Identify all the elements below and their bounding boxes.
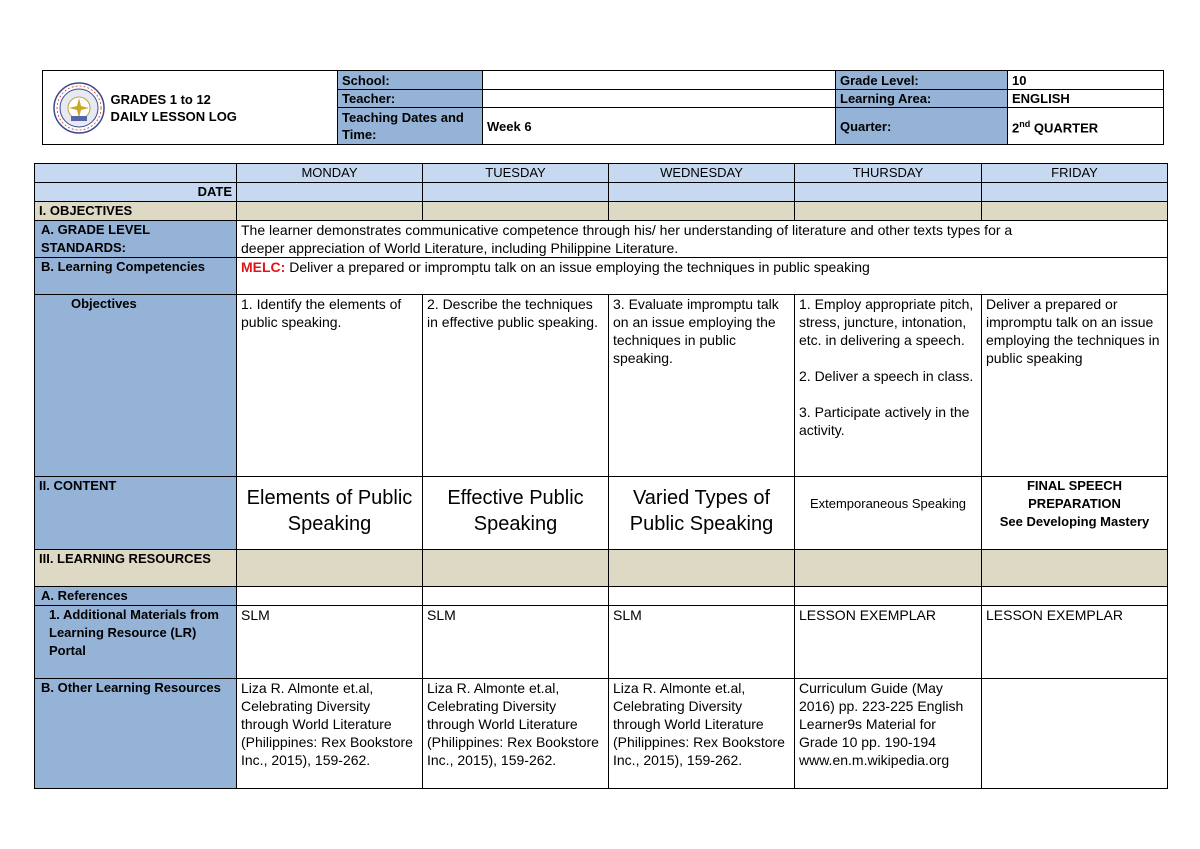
grade-level-standards-text: The learner demonstrates communicative competence through his/ her understanding of literature and other texts types for a deeper appreciation of World Literature, including Philippine Literature. <box>237 221 1168 258</box>
objectives-heading: I. OBJECTIVES <box>35 202 237 221</box>
other-thursday: Curriculum Guide (May 2016) pp. 223-225 English Learner9s Material for Grade 10 pp. 190-194 www.en.m.wikipedia.org <box>795 679 982 789</box>
day-friday: FRIDAY <box>982 164 1168 183</box>
learning-area-value[interactable]: ENGLISH <box>1008 90 1164 108</box>
grade-level-standards-label: A. GRADE LEVEL STANDARDS: <box>35 221 237 258</box>
objectives-detail-row <box>35 295 1168 477</box>
additional-thursday: LESSON EXEMPLAR <box>795 606 982 679</box>
teaching-dates-label: Teaching Dates and Time: <box>338 108 483 145</box>
objective-monday: 1. Identify the elements of public speaking. <box>237 295 423 477</box>
quarter-value[interactable]: 2nd QUARTER <box>1008 108 1164 145</box>
other-friday <box>982 679 1168 789</box>
resources-row <box>35 550 1168 587</box>
date-row <box>35 183 1168 202</box>
day-tuesday: TUESDAY <box>423 164 609 183</box>
objective-friday: Deliver a prepared or impromptu talk on an issue employing the techniques in public speaking <box>982 295 1168 477</box>
melc-text <box>237 258 1168 295</box>
objective-thursday-3: 3. Participate actively in the activity. <box>799 404 970 438</box>
additional-materials-label: 1. Additional Materials from Learning Resource (LR) Portal <box>35 606 237 679</box>
learning-competencies-label: B. Learning Competencies <box>35 258 237 295</box>
teacher-field[interactable] <box>483 90 836 108</box>
day-monday: MONDAY <box>237 164 423 183</box>
references-row <box>35 587 1168 606</box>
content-thursday: Extemporaneous Speaking <box>795 477 982 550</box>
standards-row <box>35 221 1168 258</box>
log-title-line2: DAILY LESSON LOG <box>110 108 237 124</box>
melc-description: Deliver a prepared or impromptu talk on an issue employing the techniques in public speaking <box>285 259 870 275</box>
date-thursday[interactable] <box>795 183 982 202</box>
deped-seal-cell <box>43 71 107 145</box>
content-friday-note: See Developing Mastery <box>999 514 1150 529</box>
school-field[interactable] <box>483 71 836 90</box>
date-friday[interactable] <box>982 183 1168 202</box>
log-title <box>107 71 338 145</box>
content-friday-title: FINAL SPEECH PREPARATION <box>1026 478 1123 511</box>
other-resources-row <box>35 679 1168 789</box>
date-wednesday[interactable] <box>609 183 795 202</box>
teaching-dates-value[interactable]: Week 6 <box>483 108 836 145</box>
additional-friday: LESSON EXEMPLAR <box>982 606 1168 679</box>
other-tuesday: Liza R. Almonte et.al, Celebrating Diversity through World Literature (Philippines: Rex Bookstore Inc., 2015), 159-262. <box>423 679 609 789</box>
other-resources-label: B. Other Learning Resources <box>35 679 237 789</box>
additional-tuesday: SLM <box>423 606 609 679</box>
melc-prefix: MELC: <box>241 259 286 275</box>
date-monday[interactable] <box>237 183 423 202</box>
objective-tuesday: 2. Describe the techniques in effective public speaking. <box>423 295 609 477</box>
competencies-row <box>35 258 1168 295</box>
teacher-label: Teacher: <box>338 90 483 108</box>
learning-area-label: Learning Area: <box>836 90 1008 108</box>
objectives-row <box>35 202 1168 221</box>
header-table <box>42 70 1164 145</box>
content-row <box>35 477 1168 550</box>
objectives-label: Objectives <box>35 295 237 477</box>
learning-resources-heading: III. LEARNING RESOURCES <box>35 550 237 587</box>
log-title-line1: GRADES 1 to 12 <box>110 91 211 107</box>
content-label: II. CONTENT <box>35 477 237 550</box>
references-label: A. References <box>35 587 237 606</box>
grade-level-label: Grade Level: <box>836 71 1008 90</box>
objective-thursday-1: 1. Employ appropriate pitch, stress, juncture, intonation, etc. in delivering a speech. <box>799 296 974 348</box>
content-tuesday: Effective Public Speaking <box>423 477 609 550</box>
lesson-log-table <box>34 163 1168 789</box>
grade-level-value[interactable]: 10 <box>1008 71 1164 90</box>
objective-wednesday: 3. Evaluate impromptu talk on an issue employing the techniques in public speaking. <box>609 295 795 477</box>
other-monday: Liza R. Almonte et.al, Celebrating Diversity through World Literature (Philippines: Rex Bookstore Inc., 2015), 159-262. <box>237 679 423 789</box>
quarter-label: Quarter: <box>836 108 1008 145</box>
other-wednesday: Liza R. Almonte et.al, Celebrating Diversity through World Literature (Philippines: Rex Bookstore Inc., 2015), 159-262. <box>609 679 795 789</box>
day-wednesday: WEDNESDAY <box>609 164 795 183</box>
objective-thursday <box>795 295 982 477</box>
deped-seal-icon <box>53 82 105 134</box>
content-friday <box>982 477 1168 550</box>
additional-wednesday: SLM <box>609 606 795 679</box>
date-label: DATE <box>35 183 237 202</box>
date-tuesday[interactable] <box>423 183 609 202</box>
school-label: School: <box>338 71 483 90</box>
days-row <box>35 164 1168 183</box>
day-thursday: THURSDAY <box>795 164 982 183</box>
objective-thursday-2: 2. Deliver a speech in class. <box>799 368 974 384</box>
days-corner <box>35 164 237 183</box>
content-monday: Elements of Public Speaking <box>237 477 423 550</box>
additional-materials-row <box>35 606 1168 679</box>
additional-monday: SLM <box>237 606 423 679</box>
content-wednesday: Varied Types of Public Speaking <box>609 477 795 550</box>
